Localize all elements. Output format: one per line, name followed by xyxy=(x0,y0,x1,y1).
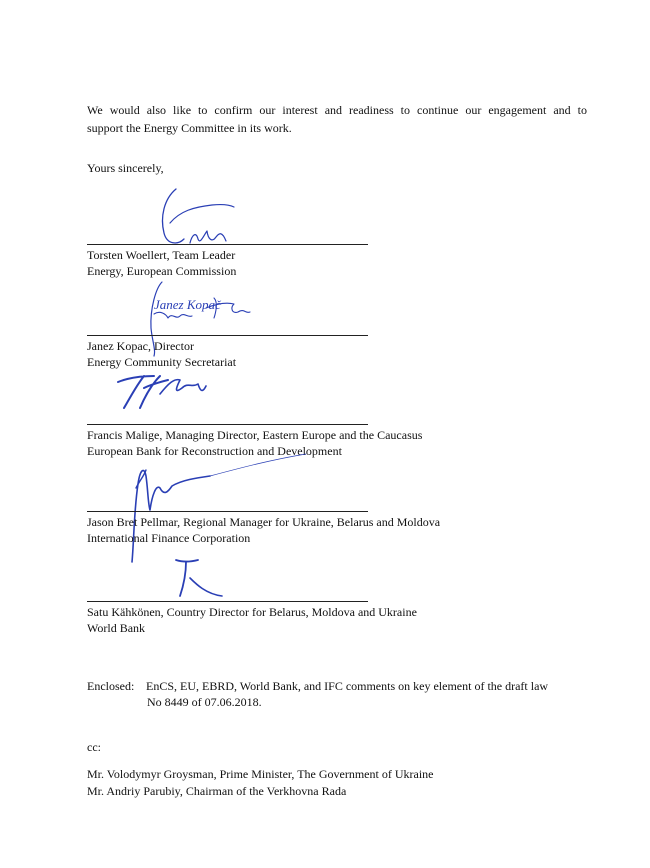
enclosed-label: Enclosed: xyxy=(87,679,135,693)
signature-woellert xyxy=(150,185,240,251)
signatory-organization: Energy, European Commission xyxy=(87,264,237,278)
handwritten-name-kopac: Janez Kopač xyxy=(154,297,221,312)
enclosed-line-1: EnCS, EU, EBRD, World Bank, and IFC comments on key element of the draft law xyxy=(146,679,549,693)
cc-recipient: Mr. Volodymyr Groysman, Prime Minister, The Government of Ukraine xyxy=(87,767,434,781)
signatory-name-title: Jason Bret Pellmar, Regional Manager for Ukraine, Belarus and Moldova xyxy=(87,515,441,529)
signature-line xyxy=(87,601,368,602)
signature-kahkonen xyxy=(168,554,228,600)
signature-malige xyxy=(110,364,210,416)
closing-paragraph xyxy=(87,101,587,137)
signatory-organization: European Bank for Reconstruction and Development xyxy=(87,444,342,458)
signatory-name-title: Satu Kähkönen, Country Director for Belarus, Moldova and Ukraine xyxy=(87,605,417,619)
signature-line xyxy=(87,335,368,336)
signatory-organization: Energy Community Secretariat xyxy=(87,355,237,369)
signature-line xyxy=(87,511,368,512)
signatory-organization: International Finance Corporation xyxy=(87,531,251,545)
cc-recipient: Mr. Andriy Parubiy, Chairman of the Verkhovna Rada xyxy=(87,784,347,798)
signatory-organization: World Bank xyxy=(87,621,146,635)
signature-line xyxy=(87,424,368,425)
paragraph-line: support the Energy Committee in its work. xyxy=(87,121,292,135)
enclosed-line-2: No 8449 of 07.06.2018. xyxy=(147,695,262,709)
signatory-name-title: Janez Kopac, Director xyxy=(87,339,194,353)
signature-line xyxy=(87,244,368,245)
signatory-name-title: Torsten Woellert, Team Leader xyxy=(87,248,236,262)
closing-salutation: Yours sincerely, xyxy=(87,161,164,175)
signatory-name-title: Francis Malige, Managing Director, Eastern Europe and the Caucasus xyxy=(87,428,423,442)
paragraph-line: We would also like to confirm our interest and readiness to continue our engagement and to xyxy=(87,103,587,117)
cc-label: cc: xyxy=(87,740,101,754)
